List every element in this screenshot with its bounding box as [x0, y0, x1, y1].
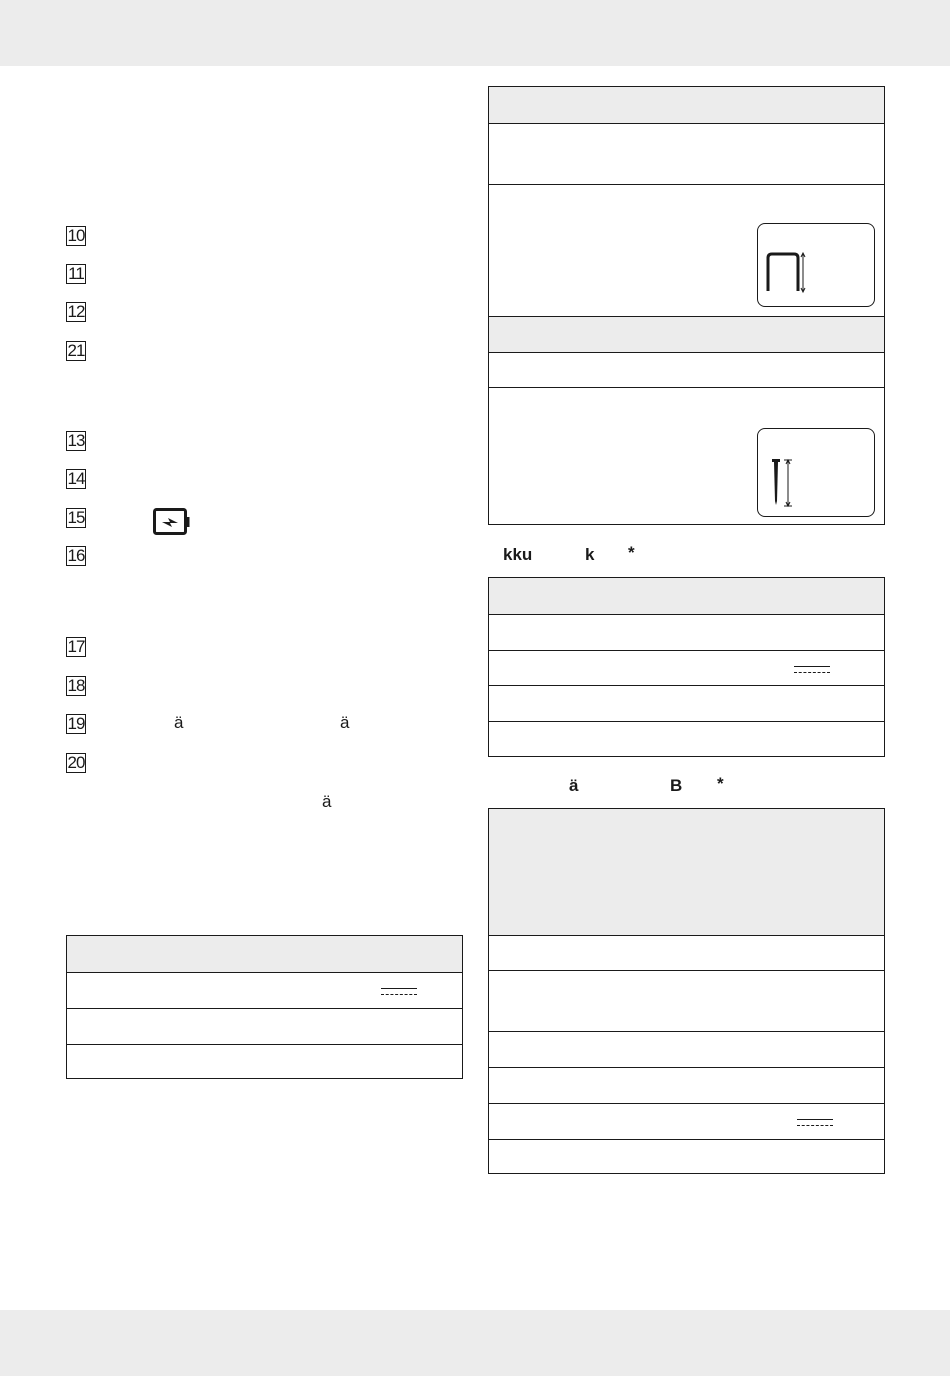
table-row [489, 970, 884, 1031]
dc-current-icon [797, 1118, 833, 1128]
part-number-badge: 14 [67, 469, 85, 488]
table-header-row [489, 87, 884, 123]
nail-figure [757, 428, 875, 517]
part-number-badge: 12 [67, 302, 85, 321]
part-number-badge: 17 [67, 637, 85, 656]
table-row [489, 1031, 884, 1067]
item-text: ä [340, 713, 350, 732]
battery-table [488, 577, 885, 757]
table-header-row [489, 809, 884, 935]
table-row [489, 721, 884, 757]
part-number-badge: 18 [67, 676, 85, 695]
part-number-badge: 10 [67, 226, 85, 245]
heading-text: k [585, 545, 595, 564]
table-row [489, 685, 884, 721]
table-row [489, 123, 884, 184]
table-row [67, 1044, 462, 1079]
dc-current-icon [381, 987, 417, 997]
table-header-row [489, 578, 884, 614]
table-header-row [67, 936, 462, 972]
top-band [0, 0, 950, 66]
item-text: ä [322, 792, 332, 811]
table-row [489, 650, 884, 685]
table-row [489, 1139, 884, 1174]
table-row [489, 352, 884, 387]
tech-data-table-left [66, 935, 463, 1079]
table-row [489, 1103, 884, 1139]
part-number-badge: 11 [66, 264, 86, 284]
table-row [67, 972, 462, 1008]
table-row [489, 387, 884, 525]
part-number-badge: 19 [67, 714, 85, 733]
heading-asterisk: * [628, 543, 635, 562]
staple-figure [757, 223, 875, 307]
battery-charging-icon [153, 508, 191, 536]
part-number-badge: 15 [67, 508, 85, 527]
table-row [67, 1008, 462, 1044]
table-row [489, 184, 884, 316]
table-row [489, 1067, 884, 1103]
heading-text: B [670, 776, 683, 795]
part-number-badge: 13 [67, 431, 85, 450]
part-number-badge: 16 [67, 546, 85, 565]
heading-asterisk: * [717, 774, 724, 793]
part-number-badge: 21 [67, 341, 85, 360]
table-header-row [489, 316, 884, 352]
dc-current-icon [794, 665, 830, 675]
charger-table [488, 808, 885, 1174]
nail-icon [766, 451, 816, 511]
table-row [489, 614, 884, 650]
item-text: ä [174, 713, 184, 732]
part-number-badge: 20 [67, 753, 85, 772]
bottom-band [0, 1310, 950, 1376]
staple-icon [762, 246, 822, 306]
table-row [489, 935, 884, 970]
fastener-table [488, 86, 885, 525]
heading-text: kku [503, 545, 533, 564]
heading-text: ä [569, 776, 579, 795]
